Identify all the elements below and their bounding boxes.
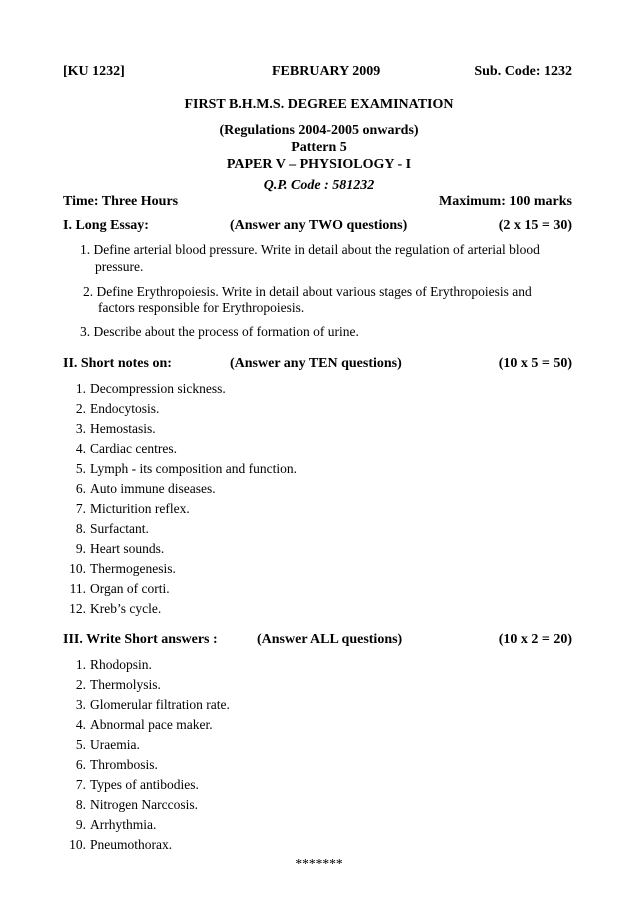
item-number: 11. [69,581,86,596]
pattern: Pattern 5 [291,140,347,155]
item-number: 6. [75,481,86,496]
item-number: 2. [75,677,86,692]
item-number: 5. [75,461,86,476]
item-number: 10. [69,837,86,852]
item-text: Micturition reflex. [90,501,190,516]
list-item [68,519,297,539]
section-marks: (10 x 5 = 50) [498,356,572,371]
item-text: Kreb’s cycle. [90,601,162,616]
list-item [68,715,230,735]
list-item [68,479,297,499]
list-item-continuation: pressure. [95,259,144,274]
section-heading: III. Write Short answers : [63,632,218,647]
list-item [68,379,297,399]
list-item [68,399,297,419]
list-item [68,599,297,619]
list-item: 2. Define Erythropoiesis. Write in detail about various stages of Erythropoiesis and [83,284,532,299]
regulations: (Regulations 2004-2005 onwards) [219,123,419,138]
list-item-continuation: factors responsible for Erythropoiesis. [98,300,305,315]
list-item: 1. Define arterial blood pressure. Write in detail about the regulation of arterial blood [80,242,540,257]
item-number: 3. [75,421,86,436]
item-number: 12. [69,601,86,616]
item-number: 2. [75,401,86,416]
item-text: Cardiac centres. [90,441,177,456]
list-item [68,835,230,855]
item-text: Organ of corti. [90,581,170,596]
item-text: Types of antibodies. [90,777,199,792]
exam-title: FIRST B.H.M.S. DEGREE EXAMINATION [184,97,454,112]
list-item [68,439,297,459]
item-text: Thermogenesis. [90,561,176,576]
item-number: 7. [75,501,86,516]
section-instruction: (Answer any TEN questions) [230,356,402,371]
item-text: Arrhythmia. [90,817,157,832]
item-number: 1. [75,657,86,672]
paper-title: PAPER V – PHYSIOLOGY - I [226,157,412,172]
item-text: Lymph - its composition and function. [90,461,297,476]
section-heading: II. Short notes on: [63,356,172,371]
item-number: 7. [75,777,86,792]
exam-date: FEBRUARY 2009 [272,64,381,79]
list-item [68,675,230,695]
item-text: Thermolysis. [90,677,161,692]
item-text: Auto immune diseases. [90,481,216,496]
list-item [68,539,297,559]
item-number: 9. [75,817,86,832]
item-text: Glomerular filtration rate. [90,697,230,712]
exam-time: Time: Three Hours [63,194,179,209]
list-item [68,499,297,519]
list-item [68,755,230,775]
qp-code: Q.P. Code : 581232 [263,178,375,193]
end-marker: ******* [295,856,343,871]
section-marks: (2 x 15 = 30) [498,218,572,233]
list-item [68,775,230,795]
item-text: Rhodopsin. [90,657,152,672]
item-text: Pneumothorax. [90,837,173,852]
list-item [68,655,230,675]
list-item: 3. Describe about the process of formation of urine. [80,324,359,339]
item-text: Hemostasis. [90,421,156,436]
list-item [68,735,230,755]
section-instruction: (Answer any TWO questions) [230,218,408,233]
item-text: Surfactant. [90,521,149,536]
list-item [68,579,297,599]
short-notes-list [68,379,297,619]
item-text: Abnormal pace maker. [90,717,213,732]
item-text: Uraemia. [90,737,140,752]
sub-code: Sub. Code: 1232 [474,64,572,79]
item-number: 9. [75,541,86,556]
item-text: Nitrogen Narccosis. [90,797,198,812]
max-marks: Maximum: 100 marks [439,194,572,209]
item-number: 6. [75,757,86,772]
item-text: Decompression sickness. [90,381,226,396]
section-marks: (10 x 2 = 20) [498,632,572,647]
list-item [68,695,230,715]
item-number: 4. [75,441,86,456]
item-number: 8. [75,797,86,812]
item-text: Heart sounds. [90,541,165,556]
list-item [68,559,297,579]
list-item [68,419,297,439]
item-number: 3. [75,697,86,712]
paper-code: [KU 1232] [63,64,125,79]
section-heading: I. Long Essay: [63,218,149,233]
item-number: 8. [75,521,86,536]
short-answers-list [68,655,230,855]
list-item [68,459,297,479]
item-number: 5. [75,737,86,752]
item-number: 10. [69,561,86,576]
section-instruction: (Answer ALL questions) [257,632,403,647]
item-text: Endocytosis. [90,401,160,416]
item-text: Thrombosis. [90,757,158,772]
list-item [68,795,230,815]
list-item [68,815,230,835]
item-number: 1. [75,381,86,396]
item-number: 4. [75,717,86,732]
